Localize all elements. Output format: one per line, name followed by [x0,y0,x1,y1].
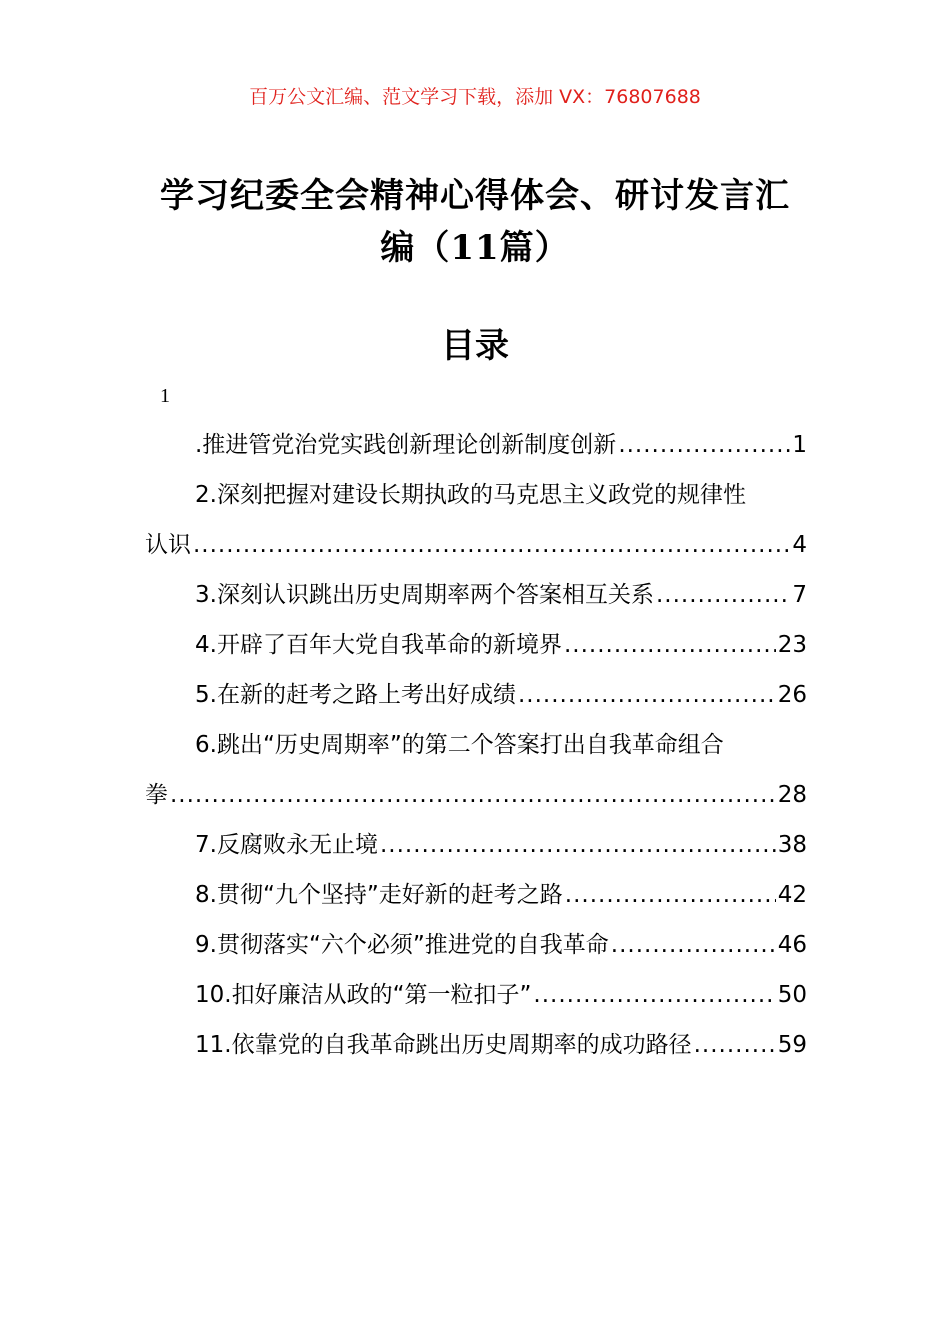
toc-entry-page: 46 [777,932,807,958]
toc-entry-page: 4 [792,532,807,558]
toc-leader-dots [694,1020,776,1070]
toc-entry-title: 4.开辟了百年大党自我革命的新境界 [195,632,562,658]
toc-entry[interactable] [145,870,807,920]
toc-entry-title: 10.扣好廉洁从政的“第一粒扣子” [195,982,532,1008]
toc-entry-title: 8.贯彻“九个坚持”走好新的赶考之路 [195,882,563,908]
table-of-contents [145,420,807,1070]
toc-entry[interactable] [145,420,807,470]
toc-leader-dots [565,870,776,920]
toc-entry-title: 7.反腐败永无止境 [195,832,378,858]
toc-entry-title: 5.在新的赶考之路上考出好成绩 [195,682,516,708]
title-count: 11 [450,228,500,268]
toc-heading: 目录 [441,326,509,366]
toc-entry-title-continued: 认识 [145,532,191,558]
toc-entry-page: 1 [792,432,807,458]
title-line-1: 学习纪委全会精神心得体会、研讨发言汇 [160,176,790,216]
toc-entry[interactable] [145,1020,807,1070]
title-line-2 [140,222,810,274]
toc-leader-dots [564,620,776,670]
toc-leader-dots [518,670,776,720]
toc-entry[interactable] [145,470,807,570]
toc-entry-page: 7 [792,582,807,608]
toc-leader-dots [618,420,790,470]
toc-entry-page: 23 [777,632,807,658]
toc-entry-title: 3.深刻认识跳出历史周期率两个答案相互关系 [195,582,654,608]
document-title [140,170,810,274]
toc-entry-page: 59 [777,1032,807,1058]
toc-entry[interactable] [145,620,807,670]
toc-entry[interactable] [145,570,807,620]
toc-entry-title: 6.跳出“历史周期率”的第二个答案打出自我革命组合 [195,732,724,758]
toc-leader-dots [170,770,776,820]
toc-entry-page: 42 [777,882,807,908]
toc-entry-title: 9.贯彻落实“六个必须”推进党的自我革命 [195,932,609,958]
toc-entry-page: 26 [777,682,807,708]
header-banner: 百万公文汇编、范文学习下载，添加 VX：76807688 [249,86,701,108]
toc-entry-page: 50 [777,982,807,1008]
toc-leader-dots [380,820,776,870]
toc-leader-dots [656,570,790,620]
toc-entry[interactable] [145,670,807,720]
toc-leader-dots [533,970,775,1020]
toc-entry[interactable] [145,920,807,970]
toc-entry[interactable] [145,820,807,870]
toc-entry-title: 2.深刻把握对建设长期执政的马克思主义政党的规律性 [195,482,746,508]
toc-entry-title: .推进管党治党实践创新理论创新制度创新 [195,432,617,458]
toc-leader-dots [193,520,790,570]
title-line-2-suffix: 篇） [499,228,570,268]
toc-entry-page: 28 [777,782,807,808]
toc-entry-title: 11.依靠党的自我革命跳出历史周期率的成功路径 [195,1032,692,1058]
toc-marker: 1 [160,385,170,407]
toc-entry-page: 38 [777,832,807,858]
toc-leader-dots [611,920,776,970]
toc-entry-title-continued: 拳 [145,782,168,808]
title-line-2-prefix: 编（ [380,228,451,268]
toc-entry[interactable] [145,720,807,820]
toc-entry[interactable] [145,970,807,1020]
